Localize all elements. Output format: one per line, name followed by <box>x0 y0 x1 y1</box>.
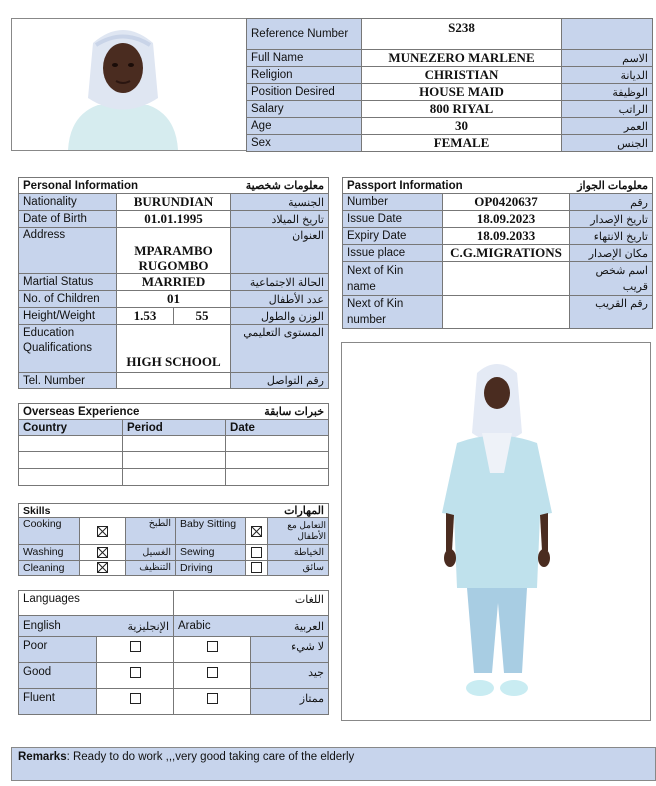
full-body-photo <box>342 343 650 720</box>
skill-sewing-cell <box>246 545 268 560</box>
marital-value: MARRIED <box>117 274 231 291</box>
sex-ar: الجنس <box>562 135 653 152</box>
full-body-photo-frame <box>341 342 651 721</box>
issue-place-label: Issue place <box>343 245 443 262</box>
skill-baby-ar <box>268 518 329 545</box>
lang-poor-ar: لا شيء <box>251 637 329 663</box>
overseas-cell <box>226 452 329 469</box>
arabic-fluent-checkbox[interactable] <box>207 693 218 704</box>
nationality-label: Nationality <box>19 194 117 211</box>
education-ar: المستوى التعليمي <box>231 325 329 373</box>
skill-cleaning-label: Cleaning <box>19 560 80 575</box>
passport-number-value: OP0420637 <box>443 194 570 211</box>
tel-label: Tel. Number <box>19 373 117 389</box>
overseas-col-period: Period <box>123 420 226 436</box>
overseas-col-date: Date <box>226 420 329 436</box>
skills-title-ar: المهارات <box>176 504 329 518</box>
reference-label: Reference Number <box>247 19 362 50</box>
tel-ar: رقم التواصل <box>231 373 329 389</box>
sex-label: Sex <box>247 135 362 152</box>
address-label: Address <box>19 228 117 274</box>
full-name-value: MUNEZERO MARLENE <box>362 50 562 67</box>
skill-cooking-cell <box>80 518 126 545</box>
overseas-cell <box>226 436 329 452</box>
lang-good-ar: جيد <box>251 663 329 689</box>
religion-ar: الديانة <box>562 67 653 84</box>
personal-info-table <box>18 177 329 389</box>
portrait-photo <box>58 23 188 150</box>
overseas-cell <box>226 469 329 486</box>
nationality-value: BURUNDIAN <box>117 194 231 211</box>
remarks-section <box>11 747 656 781</box>
skill-washing-label: Washing <box>19 545 80 560</box>
skill-washing-checkbox[interactable] <box>97 547 108 558</box>
overseas-table <box>18 403 329 486</box>
kin-name-ar-line-1: اسم شخص <box>595 264 648 277</box>
address-line-2: RUGOMBO <box>138 258 209 273</box>
personal-info-title-ar: معلومات شخصية <box>174 178 329 194</box>
religion-row <box>247 67 653 84</box>
skill-cooking-label: Cooking <box>19 518 80 545</box>
kin-name-label <box>343 262 443 296</box>
skill-cleaning-ar: التنظيف <box>126 560 176 575</box>
height-weight-label: Height/Weight <box>19 308 117 325</box>
address-ar: العنوان <box>231 228 329 274</box>
education-label-line-1: Education <box>23 327 75 339</box>
expiry-date-value: 18.09.2033 <box>443 228 570 245</box>
reference-ar <box>562 19 653 50</box>
personal-info-title: Personal Information <box>19 178 174 194</box>
skill-sewing-checkbox[interactable] <box>251 547 262 558</box>
dob-value: 01.01.1995 <box>117 211 231 228</box>
overseas-section <box>18 403 329 486</box>
passport-info-table <box>342 177 653 329</box>
arabic-poor-checkbox[interactable] <box>207 641 218 652</box>
skill-baby-cell <box>246 518 268 545</box>
skill-driving-checkbox[interactable] <box>251 562 262 573</box>
marital-label: Martial Status <box>19 274 117 291</box>
skill-washing-cell <box>80 545 126 560</box>
kin-number-ar: رقم القريب <box>570 296 653 329</box>
header-section <box>11 18 652 151</box>
height-weight-ar: الوزن والطول <box>231 308 329 325</box>
education-label-line-2: Qualifications <box>23 342 93 354</box>
skill-driving-label: Driving <box>176 560 246 575</box>
full-name-ar: الاسم <box>562 50 653 67</box>
skill-baby-label: Baby Sitting <box>176 518 246 545</box>
reference-value: S238 <box>362 19 562 50</box>
english-good-checkbox[interactable] <box>130 667 141 678</box>
children-label: No. of Children <box>19 291 117 308</box>
skill-sewing-ar: الخياطة <box>268 545 329 560</box>
passport-info-section <box>342 177 653 327</box>
issue-date-ar: تاريخ الإصدار <box>570 211 653 228</box>
position-value: HOUSE MAID <box>362 84 562 101</box>
position-row <box>247 84 653 101</box>
address-line-1: MPARAMBO <box>134 243 213 258</box>
age-row <box>247 118 653 135</box>
age-ar: العمر <box>562 118 653 135</box>
skill-driving-ar: سائق <box>268 560 329 575</box>
overseas-row <box>19 469 329 486</box>
english-header <box>19 616 174 637</box>
skills-table <box>18 503 329 576</box>
languages-table <box>18 590 329 715</box>
position-ar: الوظيفة <box>562 84 653 101</box>
arabic-poor-cell <box>174 637 251 663</box>
kin-number-label-line-1: Next of Kin <box>347 298 404 310</box>
salary-label: Salary <box>247 101 362 118</box>
header-table <box>246 18 653 152</box>
skill-baby-ar-line-1: التعامل مع <box>287 520 326 531</box>
kin-name-label-line-2: name <box>347 280 376 293</box>
education-label <box>19 325 117 373</box>
full-name-row <box>247 50 653 67</box>
english-poor-cell <box>97 637 174 663</box>
passport-info-title-ar: معلومات الجواز <box>570 178 653 194</box>
salary-row <box>247 101 653 118</box>
remarks-text: : Ready to do work ,,,very good taking care of the elderly <box>66 751 355 763</box>
languages-title-ar: اللغات <box>174 591 329 616</box>
skill-cooking-checkbox[interactable] <box>97 526 108 537</box>
english-fluent-checkbox[interactable] <box>130 693 141 704</box>
issue-date-value: 18.09.2023 <box>443 211 570 228</box>
overseas-row <box>19 436 329 452</box>
arabic-header <box>174 616 329 637</box>
expiry-date-ar: تاريخ الانتهاء <box>570 228 653 245</box>
children-ar: عدد الأطفال <box>231 291 329 308</box>
lang-fluent-ar: ممتاز <box>251 689 329 715</box>
overseas-cell <box>19 469 123 486</box>
kin-name-ar-line-2: قريب <box>622 280 648 293</box>
arabic-good-cell <box>174 663 251 689</box>
salary-value: 800 RIYAL <box>362 101 562 118</box>
issue-place-ar: مكان الإصدار <box>570 245 653 262</box>
overseas-cell <box>123 436 226 452</box>
skill-cleaning-checkbox[interactable] <box>97 562 108 573</box>
weight-value: 55 <box>174 308 231 325</box>
arabic-good-checkbox[interactable] <box>207 667 218 678</box>
sex-row <box>247 135 653 152</box>
overseas-title: Overseas Experience <box>19 404 226 420</box>
position-label: Position Desired <box>247 84 362 101</box>
skill-washing-ar: الغسيل <box>126 545 176 560</box>
english-poor-checkbox[interactable] <box>130 641 141 652</box>
overseas-cell <box>19 452 123 469</box>
religion-label: Religion <box>247 67 362 84</box>
reference-row <box>247 19 653 50</box>
tel-value <box>117 373 231 389</box>
lang-good-label: Good <box>19 663 97 689</box>
skill-baby-checkbox[interactable] <box>251 526 262 537</box>
overseas-col-country: Country <box>19 420 123 436</box>
skill-baby-ar-line-2: الأطفال <box>297 531 326 542</box>
arabic-label-ar: العربية <box>293 620 324 633</box>
skill-sewing-label: Sewing <box>176 545 246 560</box>
remarks-label: Remarks <box>18 751 67 763</box>
kin-name-label-line-1: Next of Kin <box>347 264 404 277</box>
lang-poor-label: Poor <box>19 637 97 663</box>
religion-value: CHRISTIAN <box>362 67 562 84</box>
height-value: 1.53 <box>117 308 174 325</box>
dob-label: Date of Birth <box>19 211 117 228</box>
kin-number-value <box>443 296 570 329</box>
english-good-cell <box>97 663 174 689</box>
nationality-ar: الجنسية <box>231 194 329 211</box>
skill-driving-cell <box>246 560 268 575</box>
arabic-label: Arabic <box>178 619 211 632</box>
skills-section <box>18 503 329 576</box>
address-value <box>117 228 231 274</box>
age-value: 30 <box>362 118 562 135</box>
salary-ar: الراتب <box>562 101 653 118</box>
passport-number-ar: رقم <box>570 194 653 211</box>
english-fluent-cell <box>97 689 174 715</box>
overseas-title-ar: خبرات سابقة <box>226 404 329 420</box>
expiry-date-label: Expiry Date <box>343 228 443 245</box>
sex-value: FEMALE <box>362 135 562 152</box>
english-label-ar: الإنجليزية <box>127 620 170 633</box>
children-value: 01 <box>117 291 231 308</box>
issue-place-value: C.G.MIGRATIONS <box>443 245 570 262</box>
passport-number-label: Number <box>343 194 443 211</box>
skill-cooking-ar: الطبخ <box>126 518 176 545</box>
languages-title: Languages <box>19 591 174 616</box>
kin-number-label <box>343 296 443 329</box>
skills-title: Skills <box>19 504 176 518</box>
dob-ar: تاريخ الميلاد <box>231 211 329 228</box>
kin-name-value <box>443 262 570 296</box>
personal-info-section <box>18 177 329 387</box>
overseas-cell <box>123 469 226 486</box>
kin-name-ar <box>570 262 653 296</box>
kin-number-label-line-2: number <box>347 314 386 326</box>
english-label: English <box>23 619 61 632</box>
issue-date-label: Issue Date <box>343 211 443 228</box>
skill-cleaning-cell <box>80 560 126 575</box>
passport-info-title: Passport Information <box>343 178 570 194</box>
education-value: HIGH SCHOOL <box>117 325 231 373</box>
lang-fluent-label: Fluent <box>19 689 97 715</box>
overseas-cell <box>123 452 226 469</box>
arabic-fluent-cell <box>174 689 251 715</box>
full-name-label: Full Name <box>247 50 362 67</box>
languages-section <box>18 590 329 714</box>
overseas-row <box>19 452 329 469</box>
age-label: Age <box>247 118 362 135</box>
marital-ar: الحالة الاجتماعية <box>231 274 329 291</box>
overseas-cell <box>19 436 123 452</box>
